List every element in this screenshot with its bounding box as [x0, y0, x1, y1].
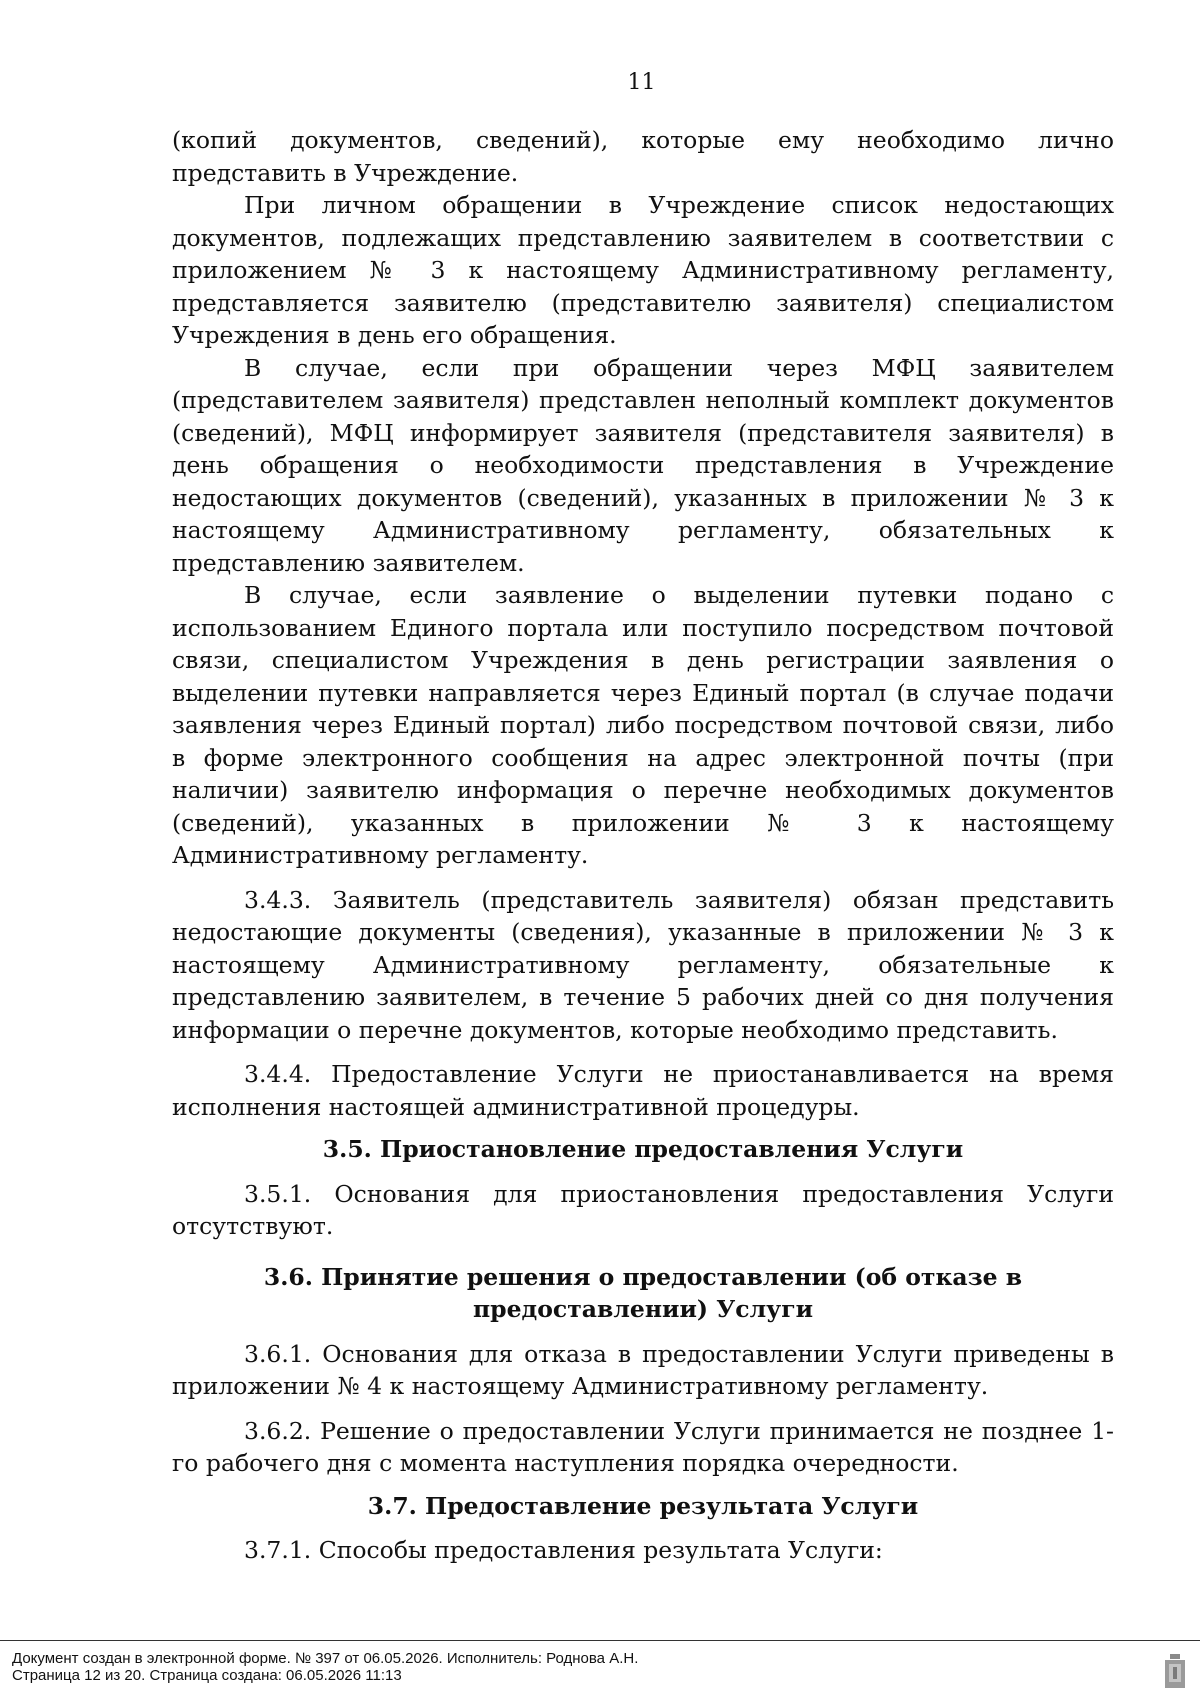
section-heading-3-6: 3.6. Принятие решения о предоставлении (об отказе в предоставлении) Услуги: [263, 1262, 1023, 1323]
clause-3-6-1: 3.6.1. Основания для отказа в предоставлении Услуги приведены в приложении № 4 к настоящему Административному регламенту.: [172, 1339, 1114, 1400]
clause-3-7-1: 3.7.1. Способы предоставления результата Услуги:: [244, 1536, 883, 1564]
paragraph-continuation: (копий документов, сведений), которые ему необходимо лично представить в Учреждение.: [172, 126, 1114, 187]
paragraph-portal-post: В случае, если заявление о выделении путевки подано с использованием Единого портала или поступило посредством почтовой связи, специалистом Учреждения в день регистрации заявления о выделении путевки направляется через Единый портал (в случае подачи заявления через Единый портал) либо посредством почтовой связи, либо в форме электронного сообщения на адрес электронной почты (при наличии) заявителю информация о перечне необходимых документов (сведений), указанных в приложении № 3 к настоящему Административному регламенту.: [172, 581, 1114, 869]
emblem-icon: [1164, 1654, 1186, 1690]
document-footer: [0, 1640, 1200, 1684]
clause-3-4-4: 3.4.4. Предоставление Услуги не приостанавливается на время исполнения настоящей административной процедуры.: [172, 1060, 1114, 1121]
clause-3-4-3: 3.4.3. Заявитель (представитель заявителя) обязан представить недостающие документы (сведения), указанные в приложении № 3 к настоящему Административному регламенту, обязательные к представлению заявителем, в течение 5 рабочих дней со дня получения информации о перечне документов, которые необходимо представить.: [172, 885, 1114, 1044]
section-heading-3-7: 3.7. Предоставление результата Услуги: [367, 1491, 919, 1520]
footer-line-document: Документ создан в электронной форме. № 397 от 06.05.2026. Исполнитель: Роднова А.Н.: [12, 1650, 639, 1667]
paragraph-mfc: В случае, если при обращении через МФЦ заявителем (представителем заявителя) представлен неполный комплект документов (сведений), МФЦ информирует заявителя (представителя заявителя) в день обращения о необходимости представления в Учреждение недостающих документов (сведений), указанных в приложении № 3 к настоящему Административному регламенту, обязательных к представлению заявителем.: [172, 353, 1114, 577]
section-heading-3-5: 3.5. Приостановление предоставления Услуги: [322, 1135, 964, 1163]
document-body: [172, 124, 1114, 1567]
clause-3-5-1: 3.5.1. Основания для приостановления предоставления Услуги отсутствуют.: [172, 1179, 1114, 1240]
paragraph-personal-request: При личном обращении в Учреждение список недостающих документов, подлежащих представлению заявителем в соответствии с приложением № 3 к настоящему Административному регламенту, представляется заявителю (представителю заявителя) специалистом Учреждения в день его обращения.: [172, 191, 1114, 349]
footer-line-page: Страница 12 из 20. Страница создана: 06.05.2026 11:13: [12, 1667, 402, 1684]
page-number: 11: [627, 70, 656, 95]
clause-3-6-2: 3.6.2. Решение о предоставлении Услуги принимается не позднее 1-го рабочего дня с момента наступления порядка очередности.: [172, 1416, 1114, 1477]
